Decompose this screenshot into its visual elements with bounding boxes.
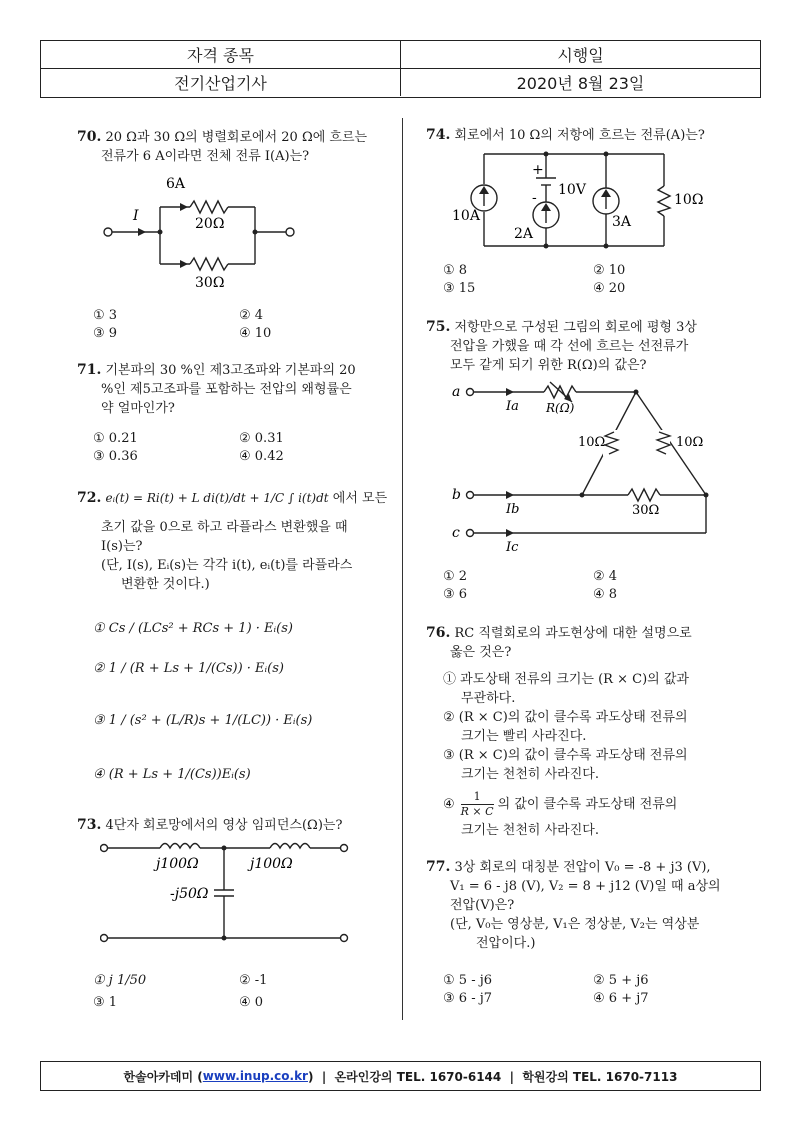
- question-77: 77. 3상 회로의 대칭분 전압이 V₀ = -8 + j3 (V), V₁ = 6 - j8 (V), V₂ = 8 + j12 (V)일 때 a상의 전압(V)은? (단, V₀는 영상분, V₁은 정상분, V₂는 역상분 전압이다.): [426, 859, 721, 951]
- q75-label-Ic: Ic: [506, 540, 519, 555]
- q74-circuit-diagram: [448, 150, 708, 250]
- q74-option-4[interactable]: ④ 20: [593, 281, 626, 296]
- q70-label-I: I: [133, 208, 139, 224]
- q77-option-4[interactable]: ④ 6 + j7: [593, 991, 649, 1006]
- q71-option-4[interactable]: ④ 0.42: [239, 449, 284, 464]
- q76-option-4[interactable]: ④ 1 R × C 의 값이 클수록 과도상태 전류의 크기는 천천히 사라진다.: [443, 790, 678, 838]
- q70-text: 20 Ω과 30 Ω의 병렬회로에서 20 Ω에 흐르는: [105, 130, 368, 145]
- header-subject: 전기산업기사: [41, 69, 401, 96]
- q75-label-r1: 10Ω: [578, 435, 606, 450]
- question-75: 75. 저항만으로 구성된 그림의 회로에 평형 3상 전압을 가했을 때 각 선에 흐르는 선전류가 모두 같게 되기 위한 R(Ω)의 값은?: [426, 319, 697, 373]
- q75-option-3[interactable]: ③ 6: [443, 587, 468, 602]
- question-70: 70. 20 Ω과 30 Ω의 병렬회로에서 20 Ω에 흐르는 전류가 6 A이라면 전체 전류 I(A)는?: [77, 128, 387, 166]
- q75-option-4[interactable]: ④ 8: [593, 587, 618, 602]
- q73-label-z2: j100Ω: [250, 856, 293, 872]
- q73-label-z1: j100Ω: [156, 856, 199, 872]
- q75-circuit-diagram: [448, 380, 718, 560]
- question-72: 72. eᵢ(t) = Ri(t) + L di(t)/dt + 1/C ∫ i(t)dt 에서 모든 초기 값을 0으로 하고 라플라스 변환했을 때 I(s)는? (단, I(s), Eᵢ(s)는 각각 i(t), eᵢ(t)를 라플라스 변환한 것이다.): [77, 490, 388, 592]
- q72-option-4[interactable]: ④ (R + Ls + 1/(Cs))Eᵢ(s): [93, 767, 251, 782]
- footer-bar: [40, 1061, 761, 1091]
- header-table: [40, 40, 761, 98]
- q73-option-4[interactable]: ④ 0: [239, 995, 264, 1010]
- q76-option-2[interactable]: ② (R × C)의 값이 클수록 과도상태 전류의 크기는 빨리 사라진다.: [443, 710, 688, 744]
- footer-url-link[interactable]: www.inup.co.kr: [202, 1069, 308, 1083]
- q73-options: [93, 972, 383, 1012]
- q71-option-2[interactable]: ② 0.31: [239, 431, 284, 446]
- q72-options: [93, 620, 393, 800]
- q70-label-current: 6A: [166, 176, 186, 192]
- q75-label-Ia: Ia: [506, 399, 519, 414]
- q75-option-1[interactable]: ① 2: [443, 569, 468, 584]
- q74-label-i1: 10A: [452, 208, 480, 224]
- q74-label-r: 10Ω: [674, 192, 704, 208]
- q77-option-2[interactable]: ② 5 + j6: [593, 973, 649, 988]
- q72-equation: eᵢ(t) = Ri(t) + L di(t)/dt + 1/C ∫ i(t)dt: [105, 491, 329, 505]
- q70-option-2[interactable]: ② 4: [239, 308, 264, 323]
- q71-option-1[interactable]: ① 0.21: [93, 431, 138, 446]
- q74-label-minus: -: [532, 190, 537, 206]
- question-73: 73. 4단자 회로망에서의 영상 임피던스(Ω)는?: [77, 817, 343, 833]
- q77-option-3[interactable]: ③ 6 - j7: [443, 991, 493, 1006]
- q71-option-3[interactable]: ③ 0.36: [93, 449, 138, 464]
- q76-option-3[interactable]: ③ (R × C)의 값이 클수록 과도상태 전류의 크기는 천천히 사라진다.: [443, 748, 688, 782]
- q72-option-2[interactable]: ② 1 / (R + Ls + 1/(Cs)) · Eᵢ(s): [93, 661, 284, 676]
- question-74: 74. 회로에서 10 Ω의 저항에 흐르는 전류(A)는?: [426, 127, 705, 143]
- q75-label-r3: 30Ω: [632, 503, 660, 518]
- header-col2-label: 시행일: [557, 46, 604, 65]
- q70-text2: 전류가 6 A이라면 전체 전류 I(A)는?: [101, 149, 310, 164]
- q77-option-1[interactable]: ① 5 - j6: [443, 973, 493, 988]
- q73-label-z3: -j50Ω: [170, 886, 209, 902]
- header-col1-label: 자격 종목: [41, 41, 401, 68]
- q70-circuit-diagram: [100, 172, 300, 297]
- column-divider: [402, 118, 403, 1020]
- q76-options: [443, 670, 743, 840]
- q75-option-2[interactable]: ② 4: [593, 569, 618, 584]
- q74-label-i3: 3A: [612, 214, 632, 230]
- q70-option-4[interactable]: ④ 10: [239, 326, 272, 341]
- q70-option-1[interactable]: ① 3: [93, 308, 118, 323]
- q70-options: [93, 307, 383, 347]
- q75-options: [443, 568, 733, 608]
- q73-option-1[interactable]: ① j 1/50: [93, 973, 147, 988]
- q73-option-3[interactable]: ③ 1: [93, 995, 118, 1010]
- question-76: 76. RC 직렬회로의 과도현상에 대한 설명으로 옳은 것은?: [426, 625, 692, 660]
- q77-options: [443, 972, 733, 1012]
- footer-contact: ) | 온라인강의 TEL. 1670-6144 | 학원강의 TEL. 1670-7113: [307, 1069, 678, 1084]
- q74-label-plus: +: [532, 162, 544, 178]
- q74-option-2[interactable]: ② 10: [593, 263, 626, 278]
- q76-option-1[interactable]: ① 과도상태 전류의 크기는 (R × C)의 값과 무관하다.: [443, 672, 689, 706]
- q70-label-r1: 20Ω: [195, 216, 225, 232]
- footer-academy: 한솔아카데미 (: [123, 1069, 203, 1084]
- q76-option-4-fraction: 1 R × C: [460, 790, 494, 818]
- q74-options: [443, 262, 733, 302]
- header-date: 2020년 8월 23일: [516, 74, 645, 93]
- q75-label-r2: 10Ω: [676, 435, 704, 450]
- q72-option-1[interactable]: ① Cs / (LCs² + RCs + 1) · Eᵢ(s): [93, 621, 293, 636]
- q74-label-i2: 2A: [514, 226, 534, 242]
- q75-label-R: R(Ω): [546, 401, 575, 415]
- q75-label-c: c: [452, 525, 460, 541]
- q75-label-b: b: [452, 487, 461, 503]
- q72-option-3[interactable]: ③ 1 / (s² + (L/R)s + 1/(LC)) · Eᵢ(s): [93, 713, 313, 728]
- question-71: 71. 기본파의 30 %인 제3고조파와 기본파의 20 %인 제5고조파를 포함하는 전압의 왜형률은 약 얼마인가?: [77, 362, 356, 416]
- q71-options: [93, 430, 383, 470]
- q73-circuit-diagram: [100, 838, 355, 948]
- q74-label-v: 10V: [558, 182, 586, 198]
- q70-label-r2: 30Ω: [195, 275, 225, 291]
- q75-label-a: a: [452, 384, 461, 400]
- q73-option-2[interactable]: ② -1: [239, 973, 268, 988]
- q75-label-Ib: Ib: [506, 502, 520, 517]
- q70-option-3[interactable]: ③ 9: [93, 326, 118, 341]
- q74-option-3[interactable]: ③ 15: [443, 281, 476, 296]
- q74-option-1[interactable]: ① 8: [443, 263, 468, 278]
